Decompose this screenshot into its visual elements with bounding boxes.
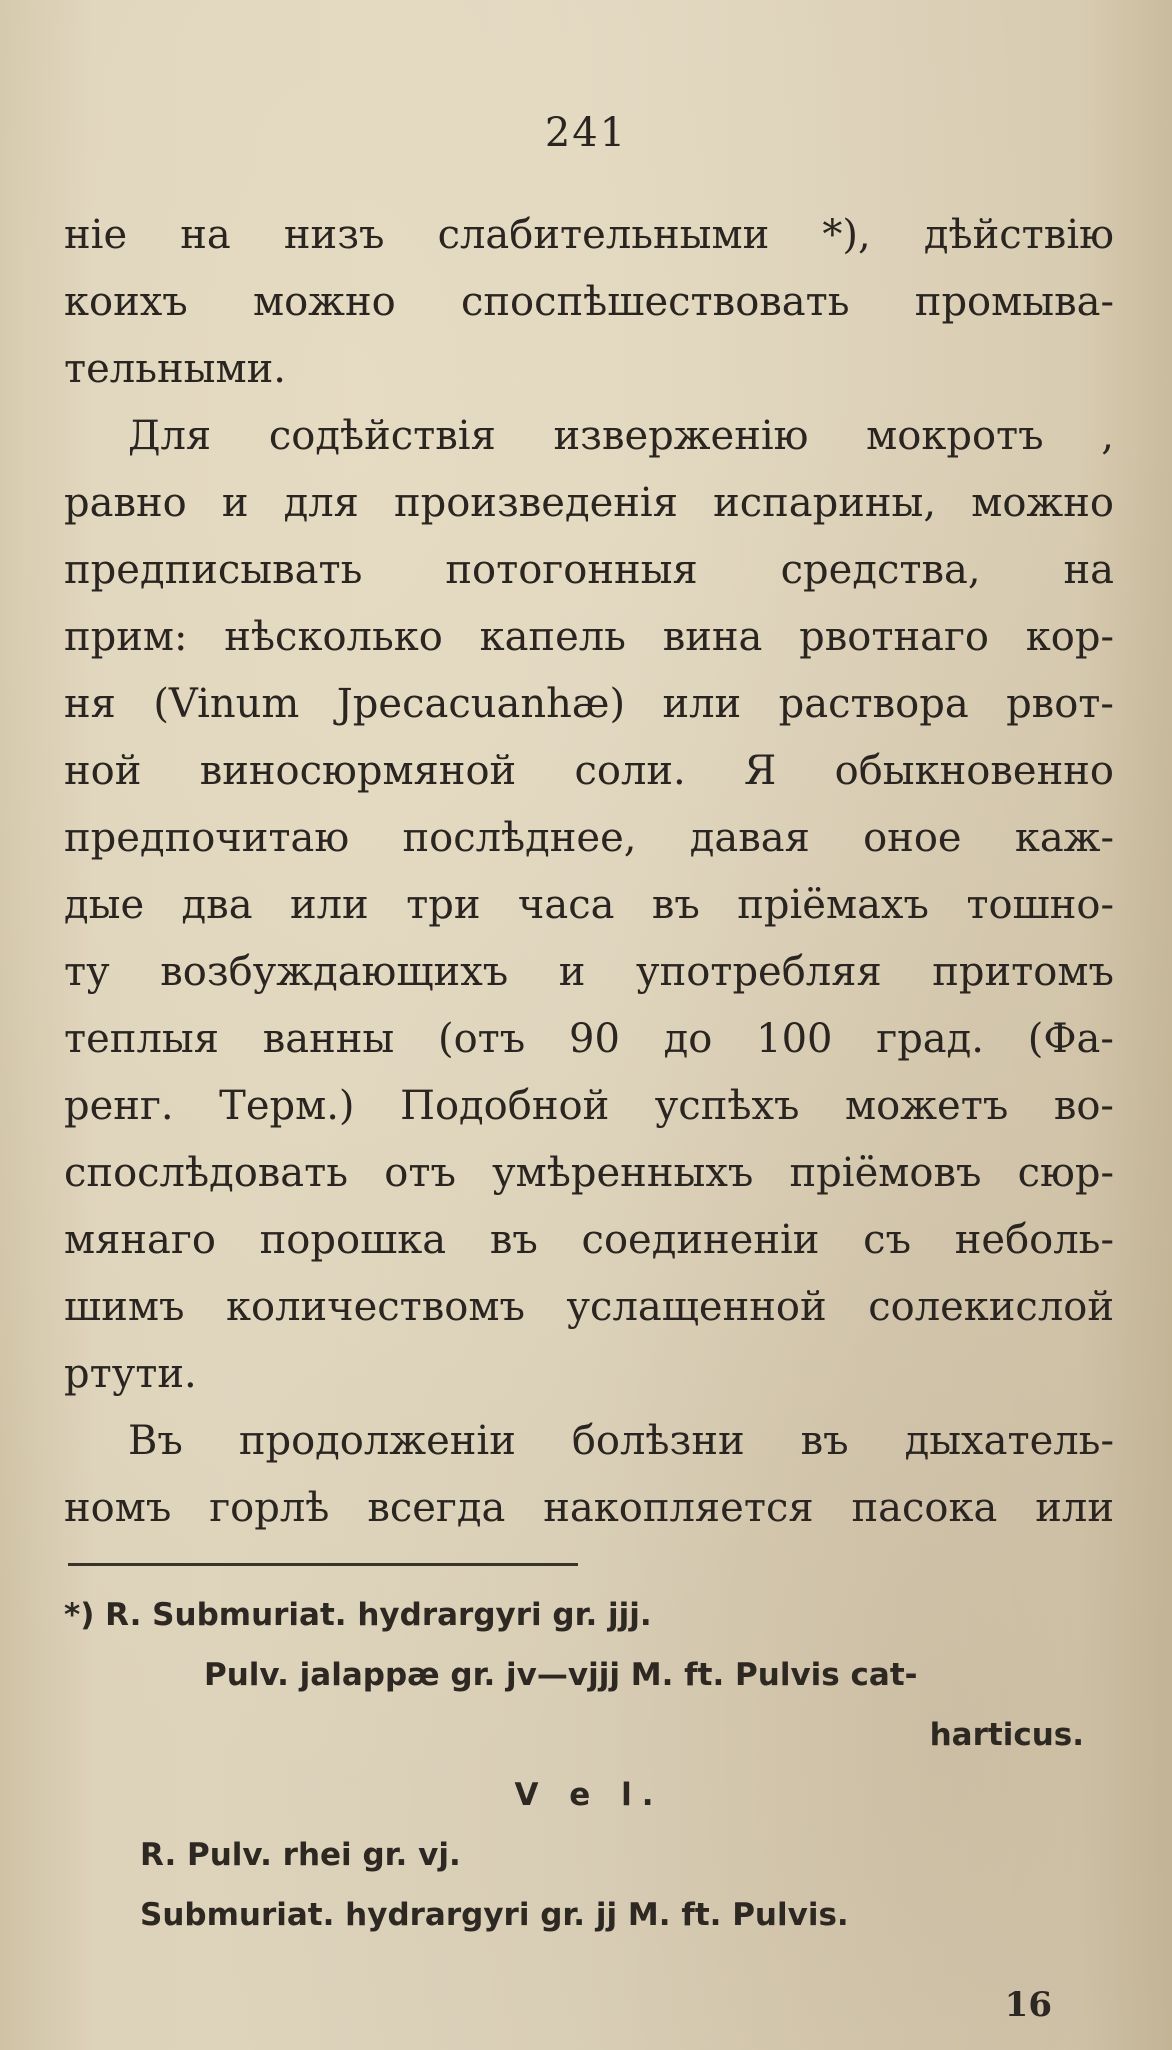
text-line: предпочитаю послѣднее, давая оное каж- <box>64 815 1114 861</box>
text-line: спослѣдовать отъ умѣренныхъ пріёмовъ сюр- <box>64 1150 1114 1196</box>
text-line: тельными. <box>64 346 286 392</box>
signature-mark: 16 <box>1004 1985 1052 2025</box>
text-line: ніе на низъ слабительными *), дѣйствію <box>64 212 1114 258</box>
text-line: мянаго порошка въ соединеніи съ неболь- <box>64 1217 1114 1263</box>
footnote-line: Submuriat. hydrargyri gr. jj M. ft. Pulvis. <box>140 1897 849 1933</box>
footnote-line: V e l. <box>514 1777 664 1813</box>
footnote-rule <box>68 1563 578 1566</box>
page-number: 241 <box>544 110 628 156</box>
text-line: дые два или три часа въ пріёмахъ тошно- <box>64 882 1114 928</box>
text-line: ту возбуждающихъ и употребляя притомъ <box>64 949 1114 995</box>
text-line: ной виносюрмяной соли. Я обыкновенно <box>64 748 1114 794</box>
footnote <box>64 1585 1114 1945</box>
text-line: прим: нѣсколько капель вина рвотнаго кор- <box>64 614 1114 660</box>
text-line: ренг. Терм.) Подобной успѣхъ можетъ во- <box>64 1083 1114 1129</box>
text-line: ртути. <box>64 1351 197 1397</box>
footnote-line: *) R. Submuriat. hydrargyri gr. jjj. <box>64 1597 652 1633</box>
text-line: номъ горлѣ всегда накопляется пасока или <box>64 1485 1114 1531</box>
text-line: ня (Vinum Jpecacuanhæ) или раствора рвот- <box>64 681 1114 727</box>
text-line: предписывать потогонныя средства, на <box>64 547 1114 593</box>
text-line: коихъ можно споспѣшествовать промыва- <box>64 279 1114 325</box>
footnote-line: Pulv. jalappæ gr. jv—vjjj M. ft. Pulvis cat- <box>204 1657 918 1693</box>
footnote-line: R. Pulv. rhei gr. vj. <box>140 1837 461 1873</box>
text-line: Для содѣйствія изверженію мокротъ , <box>128 413 1114 459</box>
body-text <box>64 202 1114 1542</box>
text-line: равно и для произведенія испарины, можно <box>64 480 1114 526</box>
text-line: шимъ количествомъ услащенной солекислой <box>64 1284 1114 1330</box>
text-line: Въ продолженіи болѣзни въ дыхатель- <box>128 1418 1114 1464</box>
footnote-line: harticus. <box>929 1717 1084 1753</box>
text-line: теплыя ванны (отъ 90 до 100 град. (Фа- <box>64 1016 1114 1062</box>
